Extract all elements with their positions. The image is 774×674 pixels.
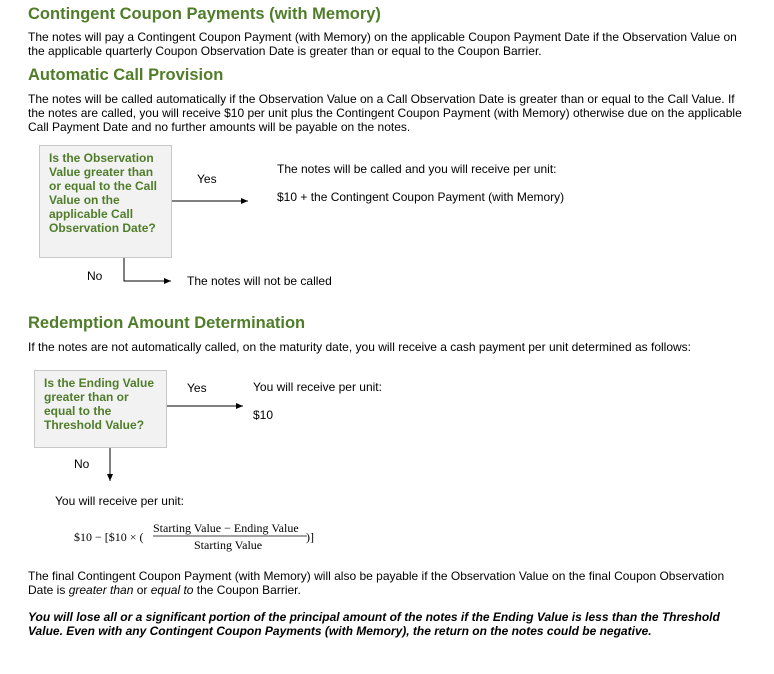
call-yes-label: Yes: [197, 172, 217, 186]
threshold-yes-result-line2: $10: [253, 408, 274, 422]
formula-denominator: Starting Value: [194, 538, 263, 552]
final-note-part3: the Coupon Barrier.: [193, 583, 301, 597]
heading-automatic-call: Automatic Call Provision: [28, 66, 224, 84]
threshold-yes-result-line1: You will receive per unit:: [253, 380, 382, 394]
paragraph-redemption-amount: If the notes are not automatically called, on the maturity date, you will receive a cash payment per unit determined as follows:: [28, 340, 692, 354]
paragraph-final-coupon: [28, 569, 748, 597]
call-no-arrow: [124, 258, 171, 281]
final-note-em1: greater than: [68, 583, 134, 597]
paragraph-automatic-call: The notes will be called automatically if the Observation Value on a Call Observation Date is greater than or equal to the Call Value. If the notes are called, you will receive $10 per unit plus the Contingent Coupon Payment (with Memory) otherwise due on the applicable Call Payment Date and no further amounts will be payable on the notes.: [28, 92, 742, 134]
final-note-part1: The final Contingent Coupon Payment (with Memory) will also be payable if the Observation Value on the final Coupon Observation Date is: [28, 569, 725, 597]
threshold-question-text: Is the Ending Value greater than or equal to the Threshold Value?: [44, 376, 155, 432]
call-yes-result-line2: $10 + the Contingent Coupon Payment (with Memory): [277, 190, 565, 204]
threshold-no-result: You will receive per unit:: [55, 494, 184, 508]
final-note-em2: equal to: [150, 583, 194, 597]
call-no-result: The notes will not be called: [187, 274, 332, 288]
heading-redemption-amount: Redemption Amount Determination: [28, 314, 306, 332]
call-yes-result-line1: The notes will be called and you will receive per unit:: [277, 162, 557, 176]
final-note-part2: or: [133, 583, 151, 597]
formula-suffix: )]: [306, 530, 314, 544]
call-question-text: Is the Observation Value greater than or equal to the Call Value on the applicable Call Observation Date?: [49, 151, 158, 235]
threshold-yes-label: Yes: [187, 381, 207, 395]
loss-warning: You will lose all or a significant portion of the principal amount of the notes if the Ending Value is less than the Threshold Value. Even with any Contingent Coupon Payments (with Memory), the return on the notes could be negative.: [28, 610, 720, 638]
heading-contingent-coupon: Contingent Coupon Payments (with Memory): [28, 5, 381, 23]
formula-prefix: $10 − [$10 × (: [74, 530, 144, 544]
formula-numerator: Starting Value − Ending Value: [153, 521, 299, 535]
paragraph-contingent-coupon: The notes will pay a Contingent Coupon Payment (with Memory) on the applicable Coupon Payment Date if the Observation Value on the applicable quarterly Coupon Observation Date is greater than or equal to the Coupon Barrier.: [28, 30, 737, 58]
call-no-label: No: [87, 269, 103, 283]
threshold-no-label: No: [74, 457, 90, 471]
